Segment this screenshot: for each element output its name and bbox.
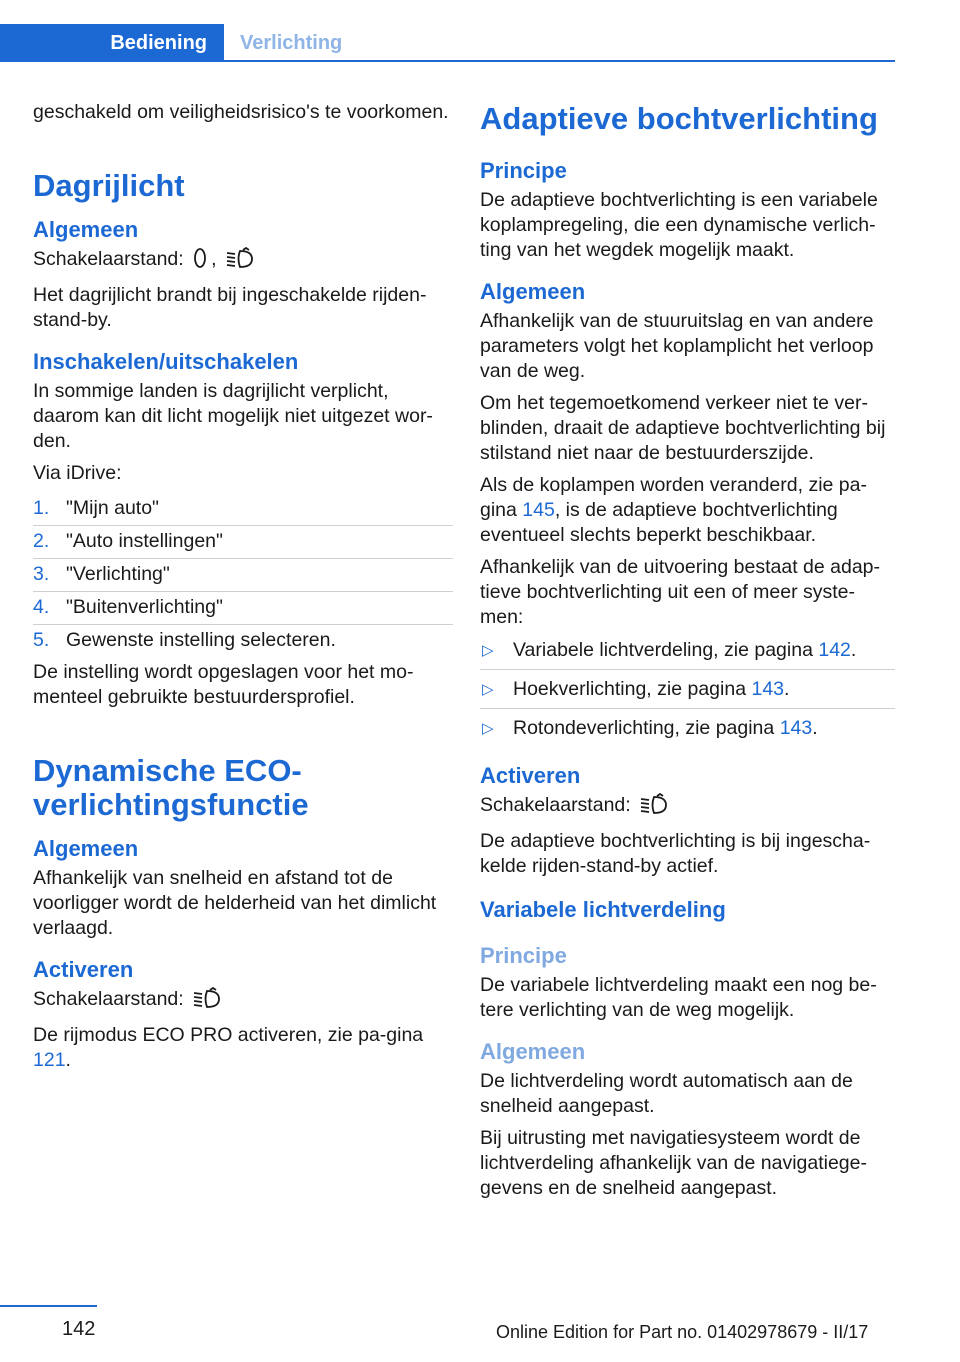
heading-algemeen: Algemeen xyxy=(480,279,586,304)
heading-eco-algemeen: Algemeen xyxy=(33,836,139,861)
idrive-steps xyxy=(33,496,453,657)
list-item: 2. "Auto instellingen" xyxy=(33,529,453,559)
light-off-icon xyxy=(193,247,207,276)
dagrijlicht-text: Het dagrijlicht brandt bij ingeschakelde rijden-stand-by. xyxy=(33,284,427,331)
list-item: ▷ Variabele lichtverdeling, zie pagina 142. xyxy=(480,638,895,670)
intro-text: geschakeld om veiligheidsrisico's te voorkomen. xyxy=(33,101,449,123)
algemeen-text-1: Afhankelijk van de stuuruitslag en van andere parameters volgt het koplamplicht het verloop van de weg. xyxy=(480,310,874,382)
edition-footer: Online Edition for Part no. 01402978679 - II/17 xyxy=(496,1322,869,1342)
heading-algemeen: Algemeen xyxy=(33,217,139,242)
tab-bediening[interactable]: Bediening xyxy=(0,24,224,62)
heading-variabele: Variabele lichtverdeling xyxy=(480,897,726,922)
triangle-bullet-icon: ▷ xyxy=(482,681,494,698)
auto-headlight-icon xyxy=(193,987,221,1016)
triangle-bullet-icon: ▷ xyxy=(482,642,494,659)
page-number-rule xyxy=(0,1305,97,1307)
activeren-text: De adaptieve bochtverlichting is bij ingescha-kelde rijden-stand-by actief. xyxy=(480,830,871,877)
page-link[interactable]: 142 xyxy=(818,639,851,661)
activeren-switch-text: Schakelaarstand: xyxy=(480,793,895,822)
page-number: 142 xyxy=(62,1318,96,1340)
principe-text: De adaptieve bochtverlichting is een variabele koplampregeling, die een dynamische verlich-ting van het wegdek mogelijk maakt. xyxy=(480,189,878,261)
profile-text: De instelling wordt opgeslagen voor het mo-menteel gebruikte bestuurdersprofiel. xyxy=(33,661,414,708)
heading-principe: Principe xyxy=(480,158,567,183)
tab-verlichting[interactable]: Verlichting xyxy=(240,32,343,54)
list-item: 5. Gewenste instelling selecteren. xyxy=(33,629,336,651)
var-algemeen-text-2: Bij uitrusting met navigatiesysteem wordt de lichtverdeling afhankelijk van de navigatiege-gevens en de snelheid aangepast. xyxy=(480,1127,867,1199)
eco-switch-text: Schakelaarstand: xyxy=(33,987,453,1016)
heading-inschakelen: Inschakelen/uitschakelen xyxy=(33,349,299,374)
systems-list xyxy=(480,638,895,747)
auto-headlight-icon xyxy=(640,793,668,822)
heading-eco: Dynamische ECO-verlichtingsfunctie xyxy=(33,753,309,822)
heading-activeren: Activeren xyxy=(480,763,581,788)
list-item: 1. "Mijn auto" xyxy=(33,496,453,526)
heading-dagrijlicht: Dagrijlicht xyxy=(33,168,185,203)
heading-adaptieve: Adaptieve bochtverlichting xyxy=(480,101,878,136)
inschakelen-text: In sommige landen is dagrijlicht verplicht, daarom kan dit licht mogelijk niet uitgezet wor-den. xyxy=(33,380,433,452)
page-link[interactable]: 143 xyxy=(751,678,785,700)
heading-var-principe: Principe xyxy=(480,943,567,968)
left-column xyxy=(33,100,453,1080)
eco-pro-text: De rijmodus ECO PRO activeren, zie pa-gina 121. xyxy=(33,1024,424,1071)
page-link[interactable]: 143 xyxy=(779,717,813,739)
page-link[interactable]: 145 xyxy=(522,499,555,521)
page-link[interactable]: 121 xyxy=(33,1049,66,1071)
var-principe-text: De variabele lichtverdeling maakt een nog be-tere verlichting van de weg mogelijk. xyxy=(480,974,877,1021)
list-item: ▷ Rotondeverlichting, zie pagina 143. xyxy=(482,717,818,739)
switch-position-text: Schakelaarstand: , xyxy=(33,247,453,276)
list-item: 4. "Buitenverlichting" xyxy=(33,595,453,625)
eco-text: Afhankelijk van snelheid en afstand tot de voorligger wordt de helderheid van het dimlicht verlaagd. xyxy=(33,867,437,939)
header-tabs xyxy=(0,24,895,62)
heading-eco-activeren: Activeren xyxy=(33,957,134,982)
list-item: ▷ Hoekverlichting, zie pagina 143. xyxy=(480,677,895,709)
via-idrive-text: Via iDrive: xyxy=(33,462,122,484)
right-column xyxy=(480,100,895,1208)
algemeen-text-3: Als de koplampen worden veranderd, zie pa-gina 145, is de adaptieve bochtverlichting eventueel slechts beperkt beschikbaar. xyxy=(480,474,867,546)
var-algemeen-text-1: De lichtverdeling wordt automatisch aan de snelheid aangepast. xyxy=(480,1070,853,1117)
algemeen-text-2: Om het tegemoetkomend verkeer niet te ver-blinden, draait de adaptieve bochtverlichting bij stilstand niet naar de bestuurderszijde. xyxy=(480,392,886,464)
heading-var-algemeen: Algemeen xyxy=(480,1039,586,1064)
algemeen-text-4: Afhankelijk van de uitvoering bestaat de adap-tieve bochtverlichting uit een of meer syste-men: xyxy=(480,556,881,628)
auto-headlight-icon xyxy=(226,247,254,276)
triangle-bullet-icon: ▷ xyxy=(482,720,494,737)
list-item: 3. "Verlichting" xyxy=(33,562,453,592)
